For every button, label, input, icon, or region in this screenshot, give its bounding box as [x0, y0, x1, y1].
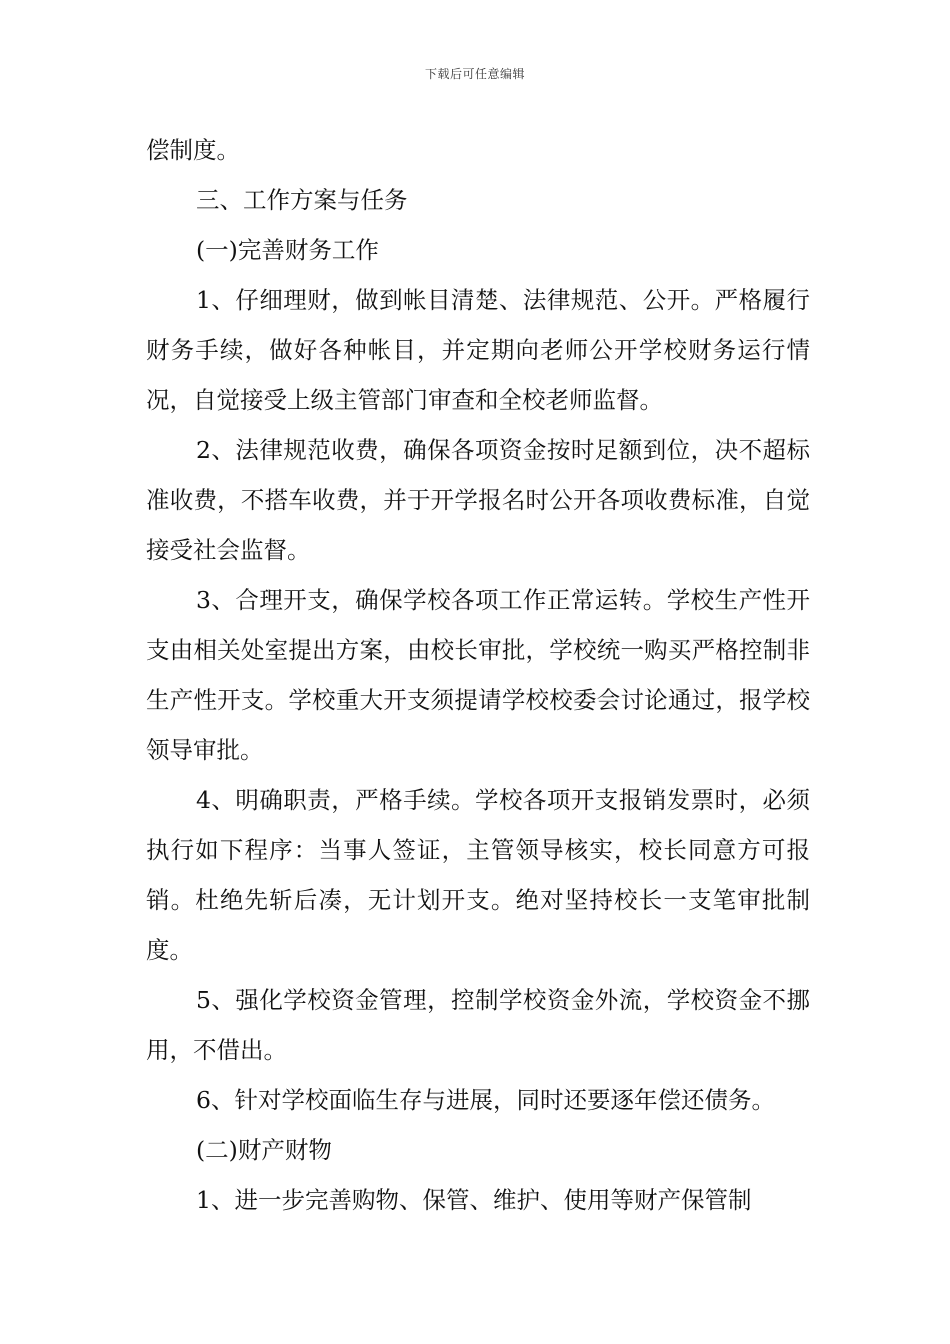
list-item: 1、仔细理财，做到帐目清楚、法律规范、公开。严格履行财务手续，做好各种帐目，并定期向老师公开学校财务运行情况，自觉接受上级主管部门审查和全校老师监督。 — [146, 286, 810, 414]
list-item: 2、法律规范收费，确保各项资金按时足额到位，决不超标准收费，不搭车收费，并于开学报名时公开各项收费标准，自觉接受社会监督。 — [146, 436, 810, 564]
list-item: 6、针对学校面临生存与进展，同时还要逐年偿还债务。 — [196, 1086, 775, 1114]
list-item: 3、合理开支，确保学校各项工作正常运转。学校生产性开支由相关处室提出方案，由校长审批，学校统一购买严格控制非生产性开支。学校重大开支须提请学校校委会讨论通过，报学校领导审批。 — [146, 586, 810, 764]
subsection-heading: (一)完善财务工作 — [196, 236, 379, 264]
section-heading: 三、工作方案与任务 — [196, 186, 408, 214]
list-item: 1、进一步完善购物、保管、维护、使用等财产保管制 — [196, 1186, 752, 1214]
subsection-heading: (二)财产财物 — [196, 1136, 332, 1164]
paragraph-continuation: 偿制度。 — [146, 136, 240, 164]
page-header: 下载后可任意编辑 — [424, 67, 525, 81]
list-item: 4、明确职责，严格手续。学校各项开支报销发票时，必须执行如下程序：当事人签证，主管领导核实，校长同意方可报销。杜绝先斩后凑，无计划开支。绝对坚持校长一支笔审批制度。 — [146, 786, 810, 964]
document-body — [146, 125, 810, 1225]
list-item: 5、强化学校资金管理，控制学校资金外流，学校资金不挪用，不借出。 — [146, 986, 810, 1064]
